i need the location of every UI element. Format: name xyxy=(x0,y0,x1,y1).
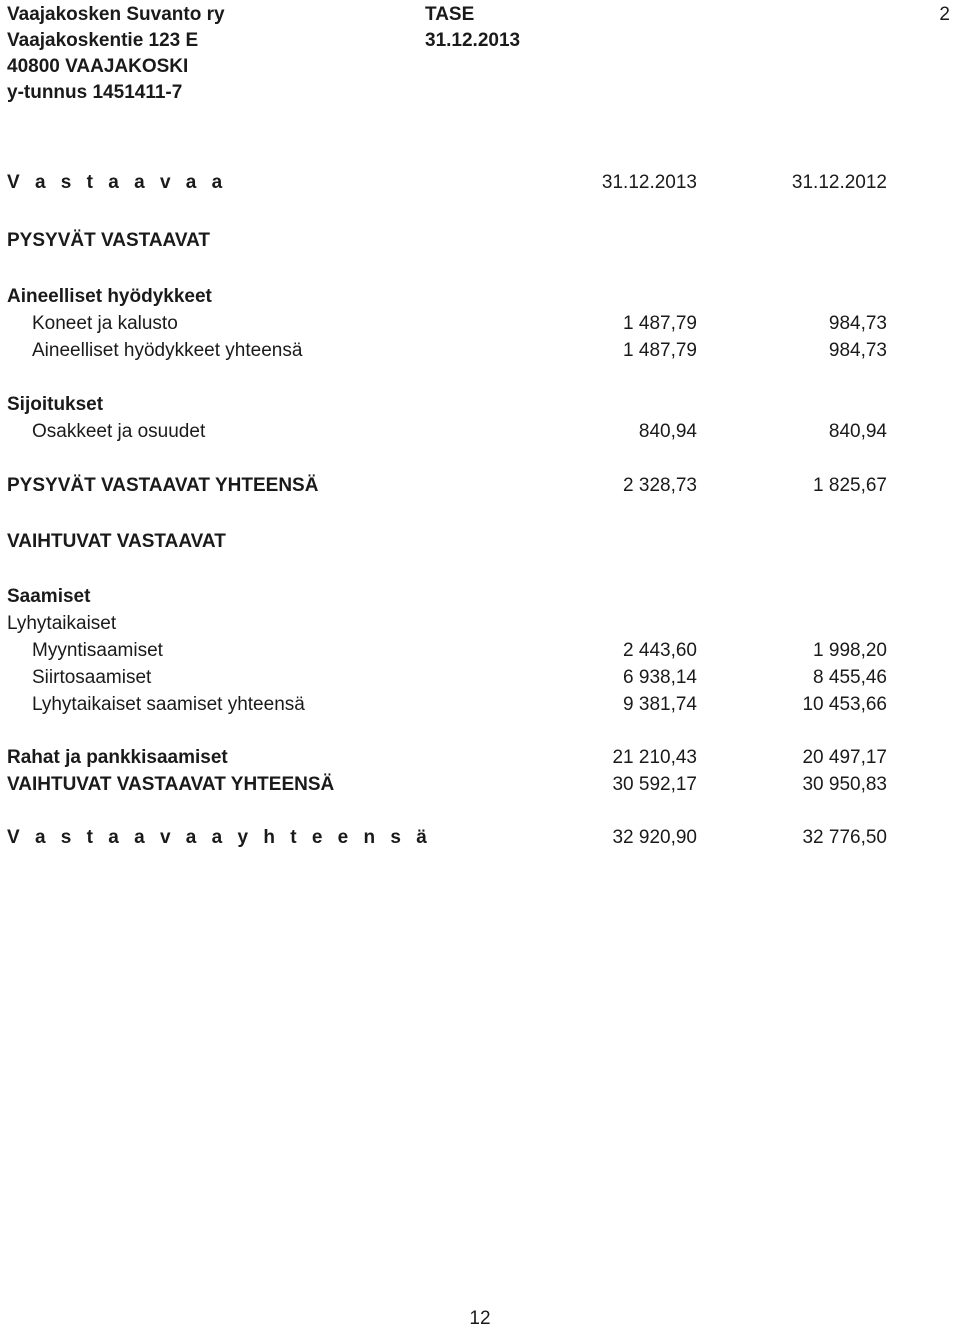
table-row xyxy=(0,772,960,798)
row-label: Sijoitukset xyxy=(7,394,104,415)
value-2012: 840,94 xyxy=(828,421,887,442)
value-2012: 32 776,50 xyxy=(802,827,887,848)
table-row xyxy=(0,638,960,664)
table-row xyxy=(0,529,960,555)
row-label: Aineelliset hyödykkeet xyxy=(7,286,212,307)
table-row xyxy=(0,611,960,637)
value-2013: 9 381,74 xyxy=(623,694,697,715)
row-label: PYSYVÄT VASTAAVAT xyxy=(7,230,211,251)
value-2013: 21 210,43 xyxy=(612,747,697,768)
table-row xyxy=(0,584,960,610)
value-2013: 30 592,17 xyxy=(612,774,697,795)
table-row xyxy=(0,392,960,418)
row-label: Lyhytaikaiset xyxy=(7,613,117,634)
row-label: Rahat ja pankkisaamiset xyxy=(7,747,228,768)
org-name: Vaajakosken Suvanto ry xyxy=(7,4,225,25)
table-row xyxy=(0,665,960,691)
table-row xyxy=(0,419,960,445)
value-2013: 1 487,79 xyxy=(623,340,697,361)
value-2012: 1 825,67 xyxy=(813,475,887,496)
value-2013: 31.12.2013 xyxy=(601,172,697,193)
value-2013: 2 328,73 xyxy=(623,475,697,496)
row-label: VAIHTUVAT VASTAAVAT YHTEENSÄ xyxy=(7,774,335,795)
value-2013: 840,94 xyxy=(638,421,697,442)
document-date: 31.12.2013 xyxy=(425,30,521,51)
value-2013: 6 938,14 xyxy=(623,667,697,688)
row-label: V a s t a a v a a y h t e e n s ä xyxy=(7,827,432,848)
value-2013: 2 443,60 xyxy=(623,640,697,661)
row-label: Siirtosaamiset xyxy=(32,667,152,688)
row-label: VAIHTUVAT VASTAAVAT xyxy=(7,531,226,552)
value-2012: 30 950,83 xyxy=(802,774,887,795)
row-label: Koneet ja kalusto xyxy=(32,313,178,334)
row-label: Saamiset xyxy=(7,586,91,607)
value-2013: 32 920,90 xyxy=(612,827,697,848)
organization-info xyxy=(7,2,225,106)
table-row xyxy=(0,338,960,364)
table-row xyxy=(0,170,960,196)
table-row xyxy=(0,745,960,771)
value-2012: 984,73 xyxy=(828,313,887,334)
value-2012: 8 455,46 xyxy=(813,667,887,688)
row-label: Lyhytaikaiset saamiset yhteensä xyxy=(32,694,305,715)
org-postal: 40800 VAAJAKOSKI xyxy=(7,56,189,77)
document-title-block xyxy=(425,2,520,54)
row-label: V a s t a a v a a xyxy=(7,172,228,193)
org-address: Vaajakoskentie 123 E xyxy=(7,30,199,51)
document-title: TASE xyxy=(425,4,475,25)
page-number: 2 xyxy=(939,4,950,25)
footer-page-number: 12 xyxy=(469,1308,491,1329)
table-row xyxy=(0,228,960,254)
table-row xyxy=(0,284,960,310)
value-2013: 1 487,79 xyxy=(623,313,697,334)
value-2012: 20 497,17 xyxy=(802,747,887,768)
value-2012: 10 453,66 xyxy=(802,694,887,715)
row-label: Osakkeet ja osuudet xyxy=(32,421,206,442)
table-row xyxy=(0,825,960,851)
table-row xyxy=(0,311,960,337)
row-label: PYSYVÄT VASTAAVAT YHTEENSÄ xyxy=(7,475,319,496)
value-2012: 1 998,20 xyxy=(813,640,887,661)
row-label: Aineelliset hyödykkeet yhteensä xyxy=(32,340,303,361)
value-2012: 31.12.2012 xyxy=(791,172,887,193)
org-business-id: y-tunnus 1451411-7 xyxy=(7,82,183,103)
table-row xyxy=(0,692,960,718)
value-2012: 984,73 xyxy=(828,340,887,361)
row-label: Myyntisaamiset xyxy=(32,640,163,661)
table-row xyxy=(0,473,960,499)
